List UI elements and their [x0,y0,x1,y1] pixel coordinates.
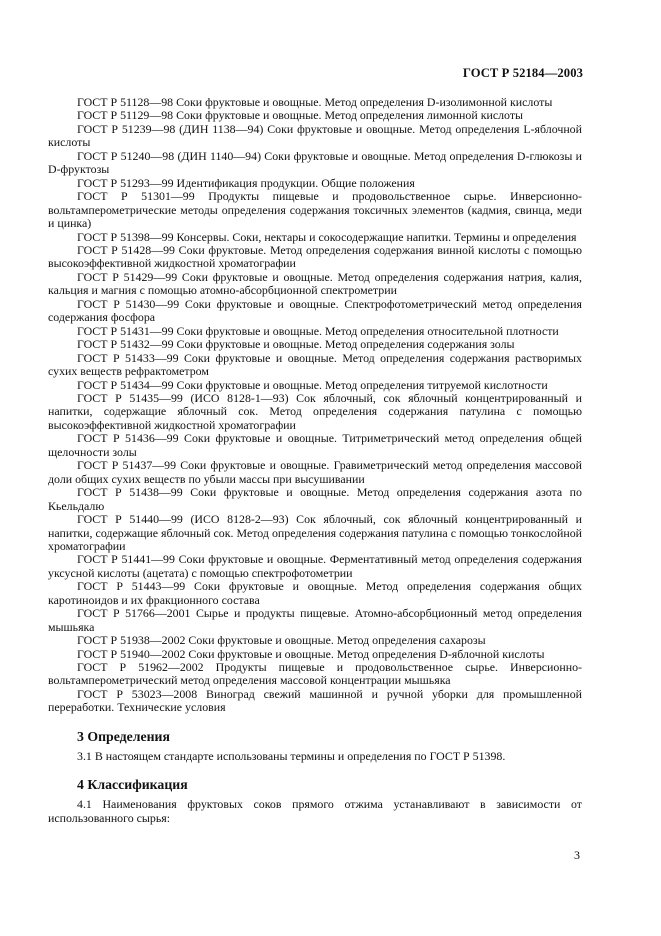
reference-item: ГОСТ Р 51240—98 (ДИН 1140—94) Соки фруктовые и овощные. Метод определения D-глюкозы и D-фруктозы [48,148,582,177]
reference-item: ГОСТ Р 51440—99 (ИСО 8128-2—93) Сок яблочный, сок яблочный концентрированный и напитки, содержащие яблочный сок. Метод определения содержания патулина с помощью тонкослойной хроматографии [48,512,582,553]
reference-item: ГОСТ Р 51431—99 Соки фруктовые и овощные. Метод определения относительной плотности [77,323,559,338]
reference-item: ГОСТ Р 51293—99 Идентификация продукции. Общие положения [77,175,415,190]
reference-item: ГОСТ Р 51435—99 (ИСО 8128-1—93) Сок яблочный, сок яблочный концентрированный и напитки, содержащие яблочный сок. Метод определения содержания патулина с помощью высокоэффективной жидкостной хроматографии [48,390,582,432]
section-3-paragraph: 3.1 В настоящем стандарте использованы термины и определения по ГОСТ Р 51398. [77,748,506,763]
page-content [48,96,582,825]
reference-item: ГОСТ Р 51438—99 Соки фруктовые и овощные. Метод определения содержания азота по Кьельдалю [48,485,582,513]
reference-item: ГОСТ Р 51940—2002 Соки фруктовые и овощные. Метод определения D-яблочной кислоты [77,646,545,661]
reference-item: ГОСТ Р 51429—99 Соки фруктовые и овощные. Метод определения содержания натрия, калия, кальция и магния с помощью атомно-абсорбционной спектрометрии [48,269,582,298]
reference-item: ГОСТ Р 51433—99 Соки фруктовые и овощные. Метод определения содержания растворимых сухих веществ рефрактометром [48,350,582,379]
reference-item: ГОСТ Р 51443—99 Соки фруктовые и овощные. Метод определения содержания общих каротиноидов и их фракционного состава [48,579,582,607]
reference-item: ГОСТ Р 51938—2002 Соки фруктовые и овощные. Метод определения сахарозы [77,633,486,648]
page-number: 3 [574,848,580,862]
page-header: ГОСТ Р 52184—2003 [462,66,583,80]
reference-item: ГОСТ Р 51428—99 Соки фруктовые. Метод определения содержания винной кислоты с помощью высокоэффективной жидкостной хроматографии [48,242,582,271]
reference-item: ГОСТ Р 51128—98 Соки фруктовые и овощные. Метод определения D-изолимонной кислоты [77,95,553,109]
references-list [48,96,582,715]
reference-item: ГОСТ Р 51239—98 (ДИН 1138—94) Соки фруктовые и овощные. Метод определения L-яблочной кислоты [48,121,582,150]
reference-item: ГОСТ Р 51766—2001 Сырье и продукты пищевые. Атомно-абсорбционный метод определения мышьяка [48,606,582,634]
reference-item: ГОСТ Р 53023—2008 Виноград свежий машинной и ручной уборки для промышленной переработки. Технические условия [48,686,582,715]
reference-item: ГОСТ Р 51301—99 Продукты пищевые и продовольственное сырье. Инверсионно-вольтамперометрические методы определения содержания токсичных элементов (кадмия, свинца, меди и цинка) [48,189,582,231]
reference-item: ГОСТ Р 51430—99 Соки фруктовые и овощные. Спектрофотометрический метод определения содержания фосфора [48,296,582,325]
section-4-paragraph: 4.1 Наименования фруктовых соков прямого отжима устанавливают в зависимости от использованного сырья: [48,797,582,825]
reference-item: ГОСТ Р 51436—99 Соки фруктовые и овощные. Титриметрический метод определения общей щелочности золы [48,431,582,459]
section-4-heading: 4 Классификация [77,777,188,793]
section-3-heading: 3 Определения [77,728,170,744]
reference-item: ГОСТ Р 51437—99 Соки фруктовые и овощные. Гравиметрический метод определения массовой доли общих сухих веществ по убыли массы при высушивании [48,458,582,486]
reference-item: ГОСТ Р 51962—2002 Продукты пищевые и продовольственное сырье. Инверсионно-вольтамперометрический метод определения массовой концентрации мышьяка [48,660,582,688]
reference-item: ГОСТ Р 51129—98 Соки фруктовые и овощные. Метод определения лимонной кислоты [77,108,524,123]
reference-item: ГОСТ Р 51441—99 Соки фруктовые и овощные. Ферментативный метод определения содержания уксусной кислоты (ацетата) с помощью спектрофотометрии [48,552,582,580]
reference-item: ГОСТ Р 51398—99 Консервы. Соки, нектары и сокосодержащие напитки. Термины и определения [77,229,577,244]
reference-item: ГОСТ Р 51434—99 Соки фруктовые и овощные. Метод определения титруемой кислотности [77,377,548,392]
reference-item: ГОСТ Р 51432—99 Соки фруктовые и овощные. Метод определения содержания золы [77,337,515,352]
